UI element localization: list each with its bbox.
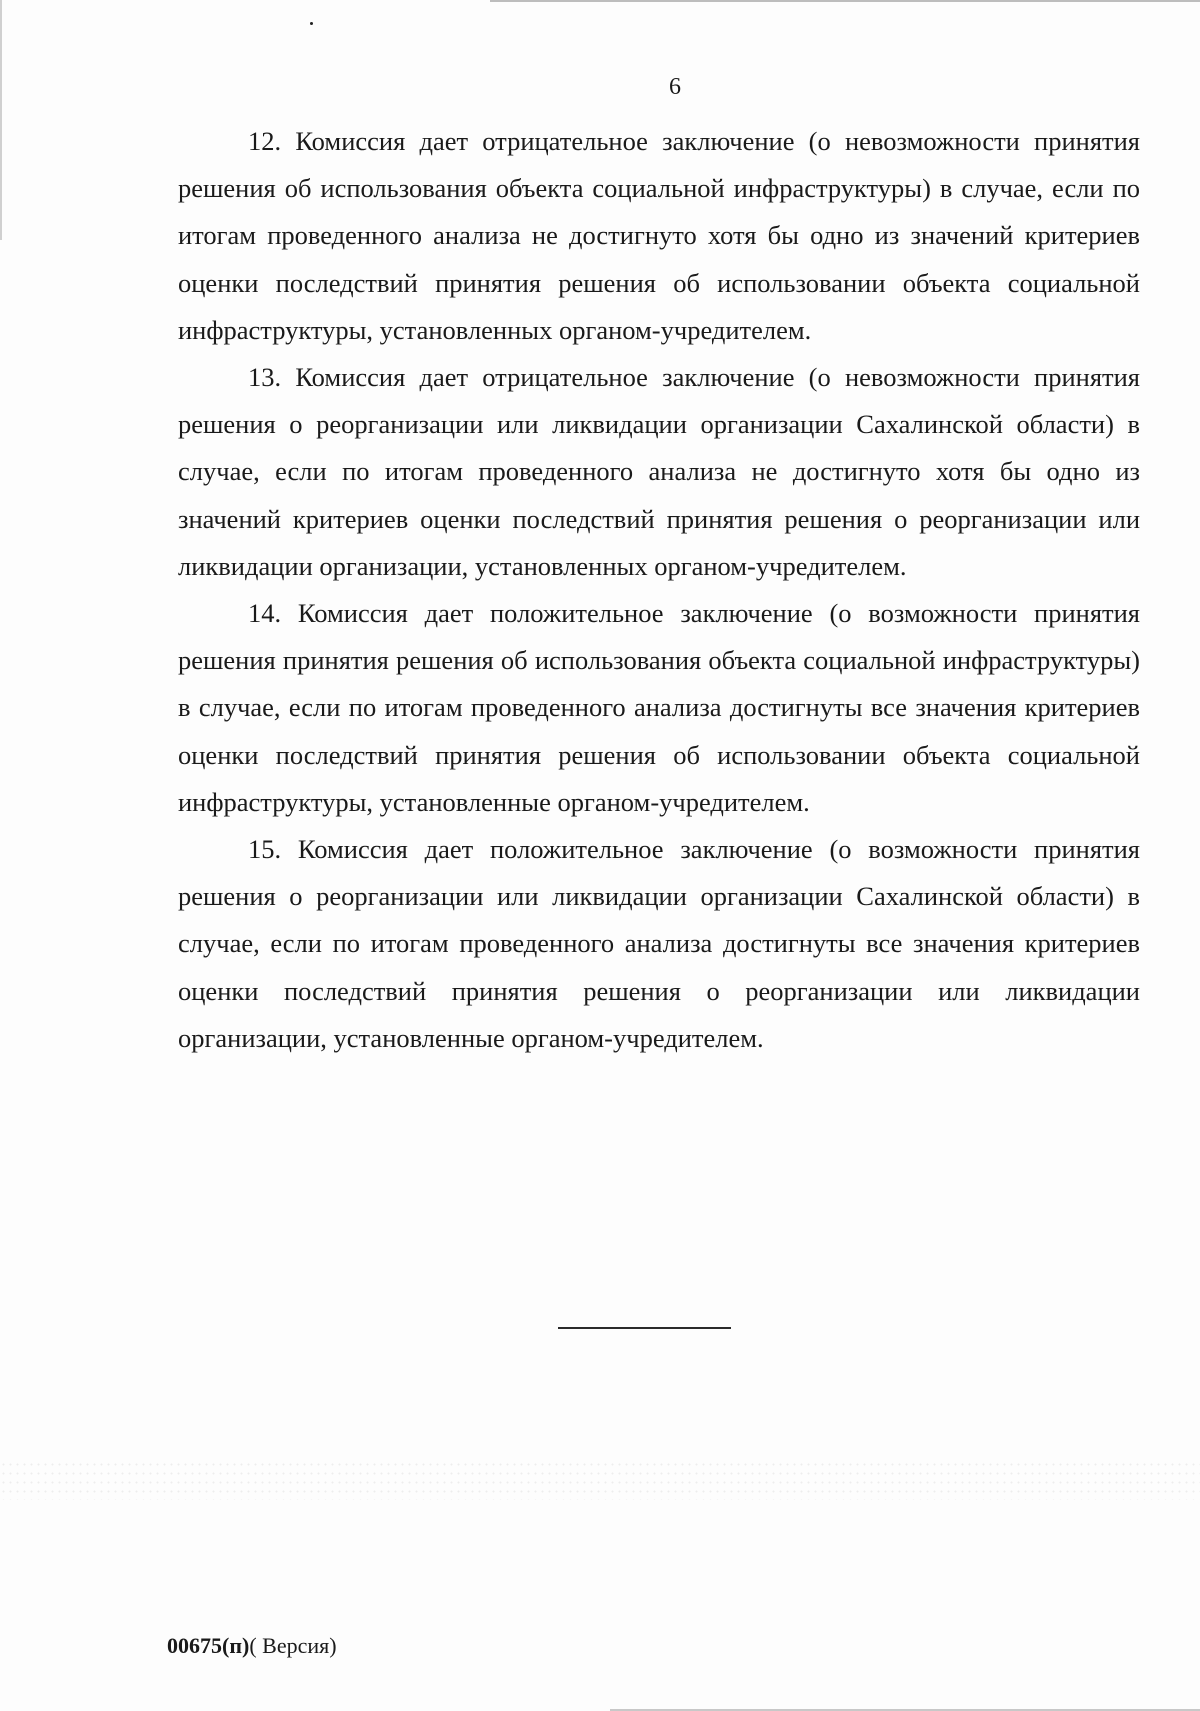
scan-noise-band bbox=[0, 1460, 1200, 1500]
scan-speck bbox=[310, 22, 313, 25]
paragraph-15: 15. Комиссия дает положительное заключение (о возможности принятия решения о реорганизации или ликвидации организации Сахалинской области) в случае, если по итогам проведенного анализа достигнуты все значения критериев оценки последствий принятия решения о реорганизации или ликвидации организации, установленные органом-учредителем. bbox=[178, 834, 1140, 1053]
document-footer-id bbox=[167, 1632, 337, 1660]
paragraph-12: 12. Комиссия дает отрицательное заключение (о невозможности принятия решения об использования объекта социальной инфраструктуры) в случае, если по итогам проведенного анализа не достигнуто хотя бы одно из значений критериев оценки последствий принятия решения об использовании объекта социальной инфраструктуры, установленных органом-учредителем. bbox=[178, 126, 1140, 345]
page-number: 6 bbox=[669, 74, 681, 100]
end-separator-line bbox=[558, 1327, 731, 1329]
document-code: 00675(п) bbox=[167, 1633, 250, 1658]
top-scan-edge bbox=[490, 0, 1200, 2]
document-version-label: ( Версия) bbox=[249, 1633, 337, 1658]
paragraph-14: 14. Комиссия дает положительное заключение (о возможности принятия решения принятия решения об использования объекта социальной инфраструктуры) в случае, если по итогам проведенного анализа достигнуты все значения критериев оценки последствий принятия решения об использовании объекта социальной инфраструктуры, установленные органом-учредителем. bbox=[178, 598, 1140, 817]
paragraph-13: 13. Комиссия дает отрицательное заключение (о невозможности принятия решения о реорганизации или ликвидации организации Сахалинской области) в случае, если по итогам проведенного анализа не достигнуто хотя бы одно из значений критериев оценки последствий принятия решения о реорганизации или ликвидации организации, установленных органом-учредителем. bbox=[178, 362, 1140, 581]
document-body bbox=[178, 118, 1140, 1062]
left-scan-edge bbox=[0, 0, 2, 240]
